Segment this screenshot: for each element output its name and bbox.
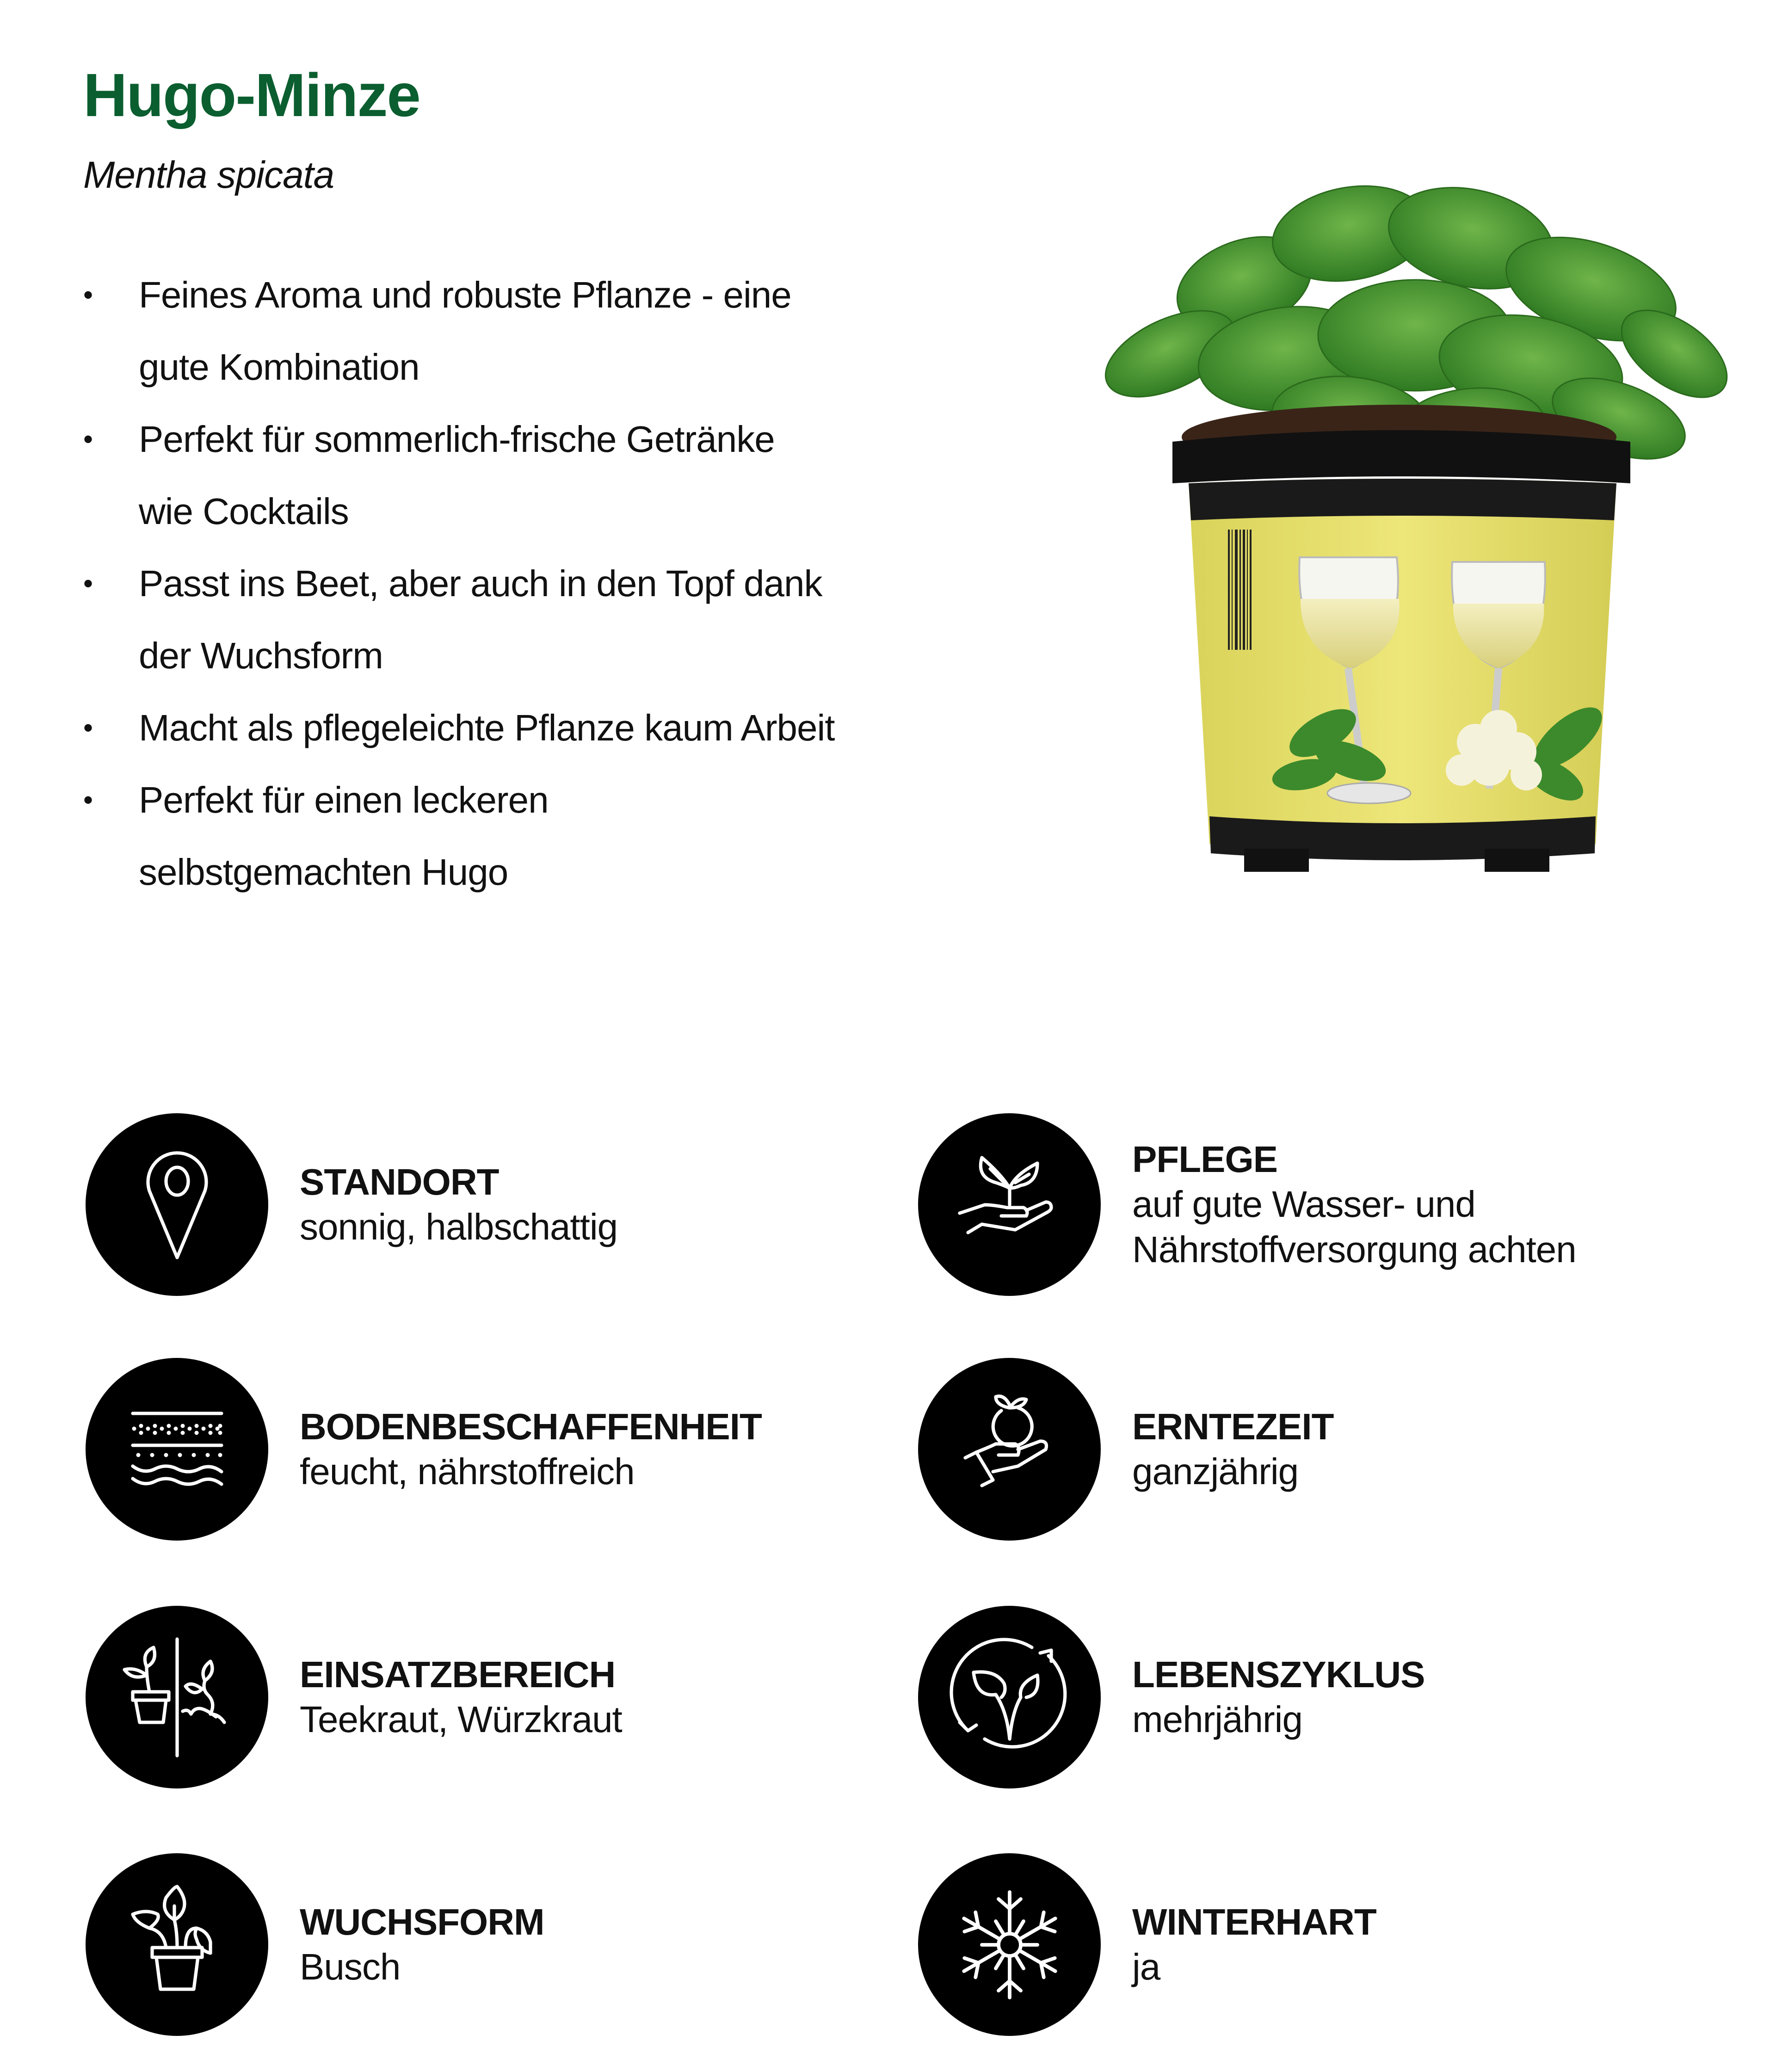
snowflake-icon — [918, 1853, 1101, 2036]
bullet-item-continuation: wie Cocktails — [139, 491, 349, 532]
bullet-dot-icon: • — [83, 568, 93, 599]
bullet-dot-icon: • — [83, 712, 93, 743]
potted-plant-icon — [86, 1853, 268, 2036]
botanical-name: Mentha spicata — [83, 154, 334, 196]
feature-pflege — [918, 1113, 1576, 1296]
feature-heading: WINTERHART — [1132, 1901, 1376, 1942]
hand-fruit-icon — [918, 1358, 1101, 1541]
feature-bodenbeschaffenheit — [86, 1358, 762, 1541]
feature-lebenszyklus — [918, 1606, 1425, 1788]
bullet-item: • Perfekt für einen leckeren — [79, 764, 957, 836]
feature-heading: BODENBESCHAFFENHEIT — [300, 1406, 762, 1447]
bullet-item-continuation: selbstgemachten Hugo — [139, 851, 508, 893]
feature-heading: STANDORT — [300, 1161, 499, 1202]
product-title: Hugo-Minze — [83, 61, 420, 129]
feature-erntezeit — [918, 1358, 1333, 1541]
hand-sprout-icon — [918, 1113, 1101, 1296]
pot-and-ground-icon — [86, 1606, 268, 1788]
bullet-item: • Perfekt für sommerlich-frische Getränke — [79, 403, 957, 475]
bullet-item: • Passt ins Beet, aber auch in den Topf dank — [79, 548, 957, 620]
feature-heading: PFLEGE — [1132, 1138, 1278, 1180]
feature-heading: EINSATZBEREICH — [300, 1653, 616, 1695]
feature-value: Nährstoffversorgung achten — [1132, 1228, 1576, 1270]
pot-rim — [1172, 430, 1630, 483]
location-pin-icon — [86, 1113, 268, 1296]
bullet-dot-icon: • — [83, 279, 93, 310]
feature-value: feucht, nährstoffreich — [300, 1450, 635, 1492]
lifecycle-icon — [918, 1606, 1101, 1788]
feature-winterhart — [918, 1853, 1376, 2036]
product-image — [1092, 160, 1734, 881]
feature-value: ganzjährig — [1132, 1450, 1299, 1492]
feature-standort — [86, 1113, 617, 1296]
feature-heading: LEBENSZYKLUS — [1132, 1653, 1425, 1695]
feature-bullet-list — [79, 259, 957, 908]
bullet-dot-icon: • — [83, 424, 93, 455]
mint-plant-in-pot-illustration — [1092, 160, 1734, 881]
feature-value: sonnig, halbschattig — [300, 1206, 618, 1247]
bullet-item-continuation: gute Kombination — [139, 346, 419, 388]
bullet-item: • Macht als pflegeleichte Pflanze kaum Arbeit — [79, 692, 957, 764]
feature-value: Busch — [300, 1946, 401, 1987]
feature-wuchsform — [86, 1853, 544, 2036]
feature-heading: WUCHSFORM — [300, 1901, 544, 1942]
feature-einsatzbereich — [86, 1606, 622, 1788]
bullet-dot-icon: • — [83, 784, 93, 815]
feature-value: ja — [1132, 1946, 1160, 1987]
bullet-item: • Feines Aroma und robuste Pflanze - eine — [79, 259, 957, 331]
soil-layers-icon — [86, 1358, 268, 1541]
feature-value: mehrjährig — [1132, 1698, 1302, 1740]
feature-heading: ERNTEZEIT — [1132, 1406, 1334, 1447]
bullet-item-continuation: der Wuchsform — [139, 635, 383, 676]
feature-value: Teekraut, Würzkraut — [300, 1698, 622, 1740]
feature-value: auf gute Wasser- und — [1132, 1183, 1475, 1225]
